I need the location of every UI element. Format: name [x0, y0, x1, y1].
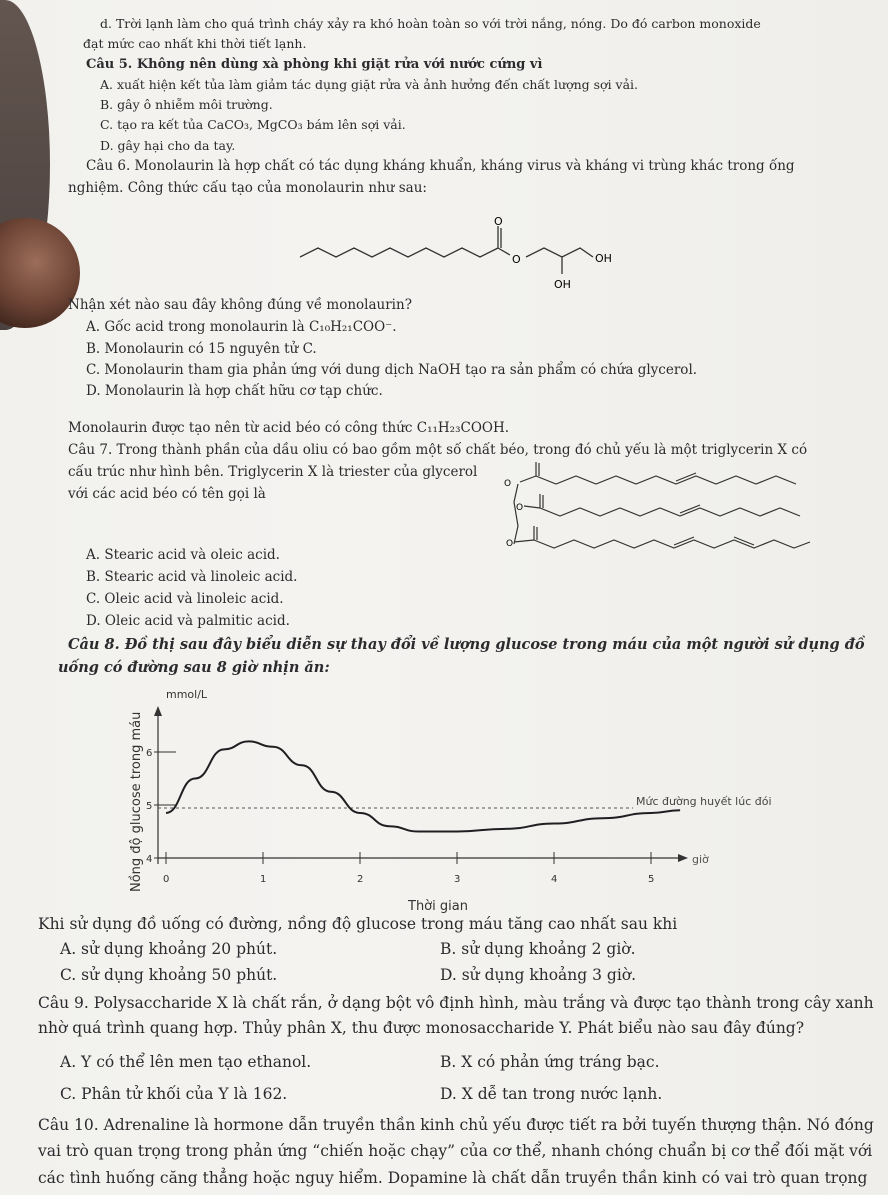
chain1-oleic — [536, 476, 796, 484]
glucose-chart — [118, 682, 798, 914]
glycerol-backbone — [514, 484, 518, 544]
glycerol-chain — [526, 248, 593, 257]
q5-option-a: A. xuất hiện kết tủa làm giảm tác dụng giặt rửa và ảnh hưởng đến chất lượng sợi vải. — [100, 77, 639, 92]
q10-question-cont: vai trò quan trọng trong phản ứng “chiến hoặc chạy” của cơ thể, nhanh chóng chuẩn bị cơ thể đối mặt với — [38, 1142, 873, 1160]
q9-option-b: B. X có phản ứng tráng bạc. — [440, 1053, 660, 1071]
q9-question-cont: nhờ quá trình quang hợp. Thủy phân X, thu được monosaccharide Y. Phát biểu nào sau đây đúng? — [38, 1019, 805, 1037]
chain2-oxygen: O — [516, 503, 524, 513]
q10-question-cont2: các tình huống căng thẳng hoặc nguy hiểm. Dopamine là chất dẫn truyền thần kinh có vai trò quan trọng — [38, 1169, 868, 1187]
q10-question: Câu 10. Adrenaline là hormone dẫn truyền thần kinh chủ yếu được tiết ra bởi tuyến thượng thận. Nó đóng — [38, 1116, 874, 1134]
hydroxyl-1: OH — [595, 252, 612, 265]
q8-option-b: B. sử dụng khoảng 2 giờ. — [440, 940, 636, 958]
chain1-oxygen: O — [504, 479, 512, 489]
x-axis-label: Thời gian — [408, 899, 468, 914]
y-axis-label: Nồng độ glucose trong máu — [129, 711, 144, 892]
q8-question: Câu 8. Đồ thị sau đây biểu diễn sự thay đổi về lượng glucose trong máu của một người sử dụng đồ — [68, 636, 865, 653]
q6-note: Monolaurin được tạo nên từ acid béo có công thức C₁₁H₂₃COOH. — [68, 420, 510, 436]
y-unit-label: mmol/L — [166, 688, 208, 701]
q9-option-d: D. X dễ tan trong nước lạnh. — [440, 1085, 663, 1103]
y-axis-arrow — [154, 706, 162, 716]
q6-option-d: D. Monolaurin là hợp chất hữu cơ tạp chức. — [86, 383, 383, 399]
x-tick-label: 3 — [454, 874, 461, 885]
q5-question: Câu 5. Không nên dùng xà phòng khi giặt rửa với nước cứng vì — [86, 57, 543, 72]
q8-question-cont: uống có đường sau 8 giờ nhịn ăn: — [58, 659, 330, 676]
x-tick-label: 2 — [357, 874, 364, 885]
monolaurin-structure — [290, 212, 630, 292]
q4-option-d-cont: đạt mức cao nhất khi thời tiết lạnh. — [83, 36, 307, 51]
q8-option-a: A. sử dụng khoảng 20 phút. — [60, 940, 278, 958]
q5-option-d: D. gây hại cho da tay. — [100, 138, 236, 153]
hydroxyl-2: OH — [554, 278, 571, 291]
x-unit-label: giờ — [692, 853, 709, 866]
q6-option-c: C. Monolaurin tham gia phản ứng với dung dịch NaOH tạo ra sản phẩm có chứa glycerol. — [86, 362, 698, 378]
reference-label: Mức đường huyết lúc đói — [636, 795, 772, 808]
x-tick-label: 5 — [648, 874, 655, 885]
chain3-linoleic — [534, 540, 810, 548]
q7-question-cont2: với các acid béo có tên gọi là — [68, 486, 266, 502]
x-tick-label: 1 — [260, 874, 267, 885]
ester-oxygen: O — [512, 253, 521, 266]
q4-option-d: d. Trời lạnh làm cho quá trình cháy xảy ra khó hoàn toàn so với trời nắng, nóng. Do đó carbon monoxide — [100, 16, 761, 31]
carbonyl-oxygen: O — [494, 215, 503, 228]
y-tick-label: 6 — [146, 748, 153, 759]
monolaurin-chain — [300, 248, 498, 257]
y-tick-label: 4 — [146, 854, 153, 865]
q5-option-c: C. tạo ra kết tủa CaCO₃, MgCO₃ bám lên sợi vải. — [100, 117, 406, 132]
q9-option-c: C. Phân tử khối của Y là 162. — [60, 1085, 288, 1103]
q7-option-b: B. Stearic acid và linoleic acid. — [86, 569, 298, 585]
q7-question-cont: cấu trúc như hình bên. Triglycerin X là triester của glycerol — [68, 464, 478, 480]
triglyceride-structure — [500, 456, 820, 556]
x-tick-label: 0 — [163, 874, 170, 885]
q6-option-b: B. Monolaurin có 15 nguyên tử C. — [86, 341, 317, 357]
y-tick-label: 5 — [146, 801, 153, 812]
chain2-oleic — [540, 508, 800, 516]
q8-option-d: D. sử dụng khoảng 3 giờ. — [440, 966, 637, 984]
glucose-curve — [166, 741, 680, 831]
q5-option-b: B. gây ô nhiễm môi trường. — [100, 97, 273, 112]
q7-option-d: D. Oleic acid và palmitic acid. — [86, 613, 290, 629]
q8-option-c: C. sử dụng khoảng 50 phút. — [60, 966, 278, 984]
q6-question: Câu 6. Monolaurin là hợp chất có tác dụng kháng khuẩn, kháng virus và kháng vi trùng khác trong ống — [86, 158, 795, 174]
q6-question-cont: nghiệm. Công thức cấu tạo của monolaurin như sau: — [68, 180, 427, 196]
q7-option-c: C. Oleic acid và linoleic acid. — [86, 591, 284, 607]
x-tick-label: 4 — [551, 874, 558, 885]
q7-option-a: A. Stearic acid và oleic acid. — [86, 547, 280, 563]
q9-question: Câu 9. Polysaccharide X là chất rắn, ở dạng bột vô định hình, màu trắng và được tạo thành trong cây xanh — [38, 994, 874, 1012]
q6-prompt: Nhận xét nào sau đây không đúng về monolaurin? — [68, 297, 412, 313]
x-axis-arrow — [678, 854, 688, 862]
chain3-oxygen: O — [506, 539, 514, 549]
q6-option-a: A. Gốc acid trong monolaurin là C₁₀H₂₁COO⁻. — [86, 319, 397, 335]
q7-question: Câu 7. Trong thành phần của dầu oliu có bao gồm một số chất béo, trong đó chủ yếu là một triglycerin X có — [68, 442, 808, 458]
q9-option-a: A. Y có thể lên men tạo ethanol. — [60, 1053, 312, 1071]
q8-prompt: Khi sử dụng đồ uống có đường, nồng độ glucose trong máu tăng cao nhất sau khi — [38, 915, 678, 933]
